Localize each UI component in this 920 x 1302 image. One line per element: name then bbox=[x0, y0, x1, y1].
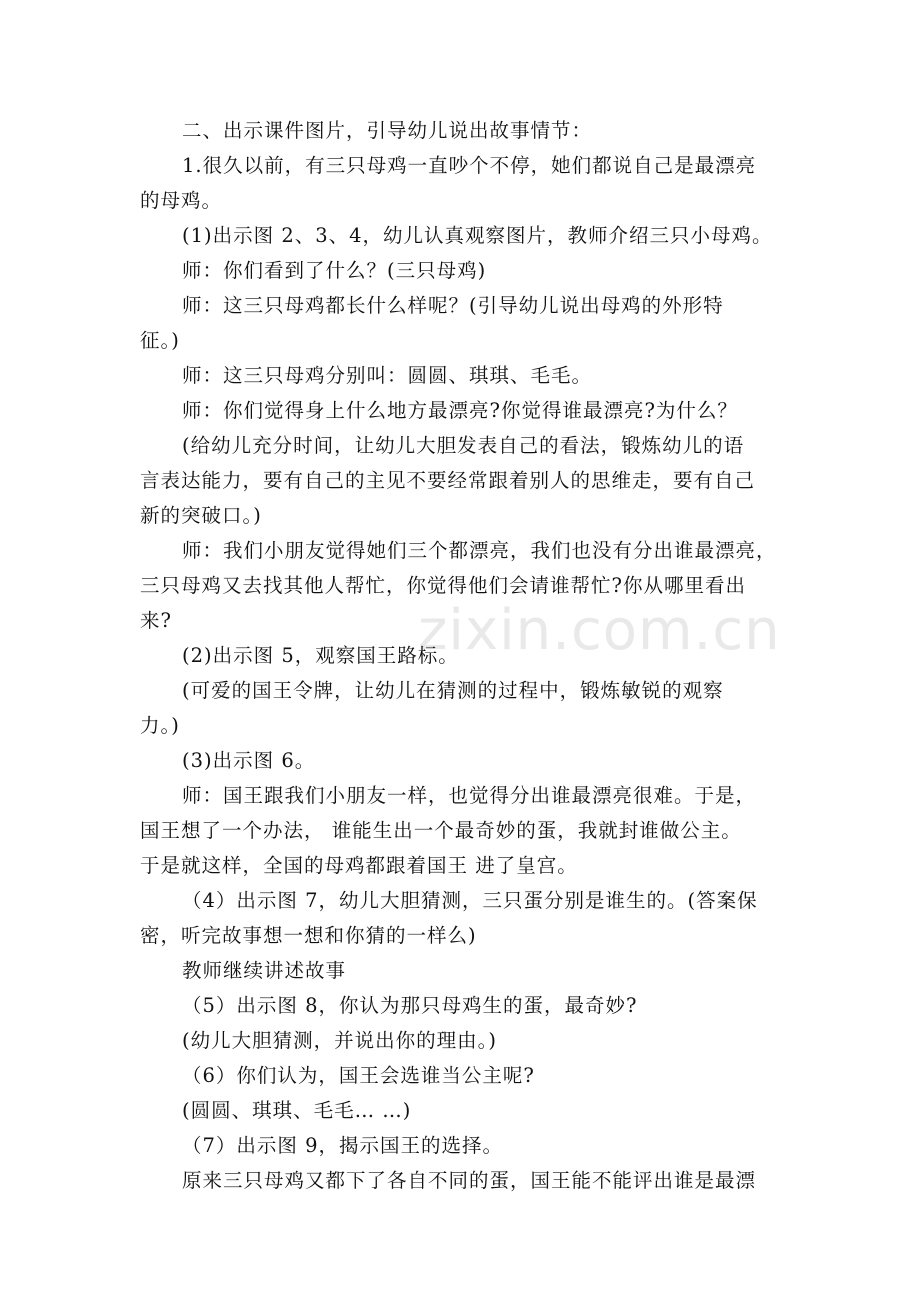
watermark: zixin.com.cn bbox=[418, 598, 781, 663]
paragraph-line: (3)出示图 6。 bbox=[182, 749, 316, 772]
paragraph-line: 师：国王跟我们小朋友一样，也觉得分出谁最漂亮很难。于是， bbox=[182, 784, 757, 807]
paragraph-line: 师：这三只母鸡分别叫：圆圆、琪琪、毛毛。 bbox=[182, 364, 593, 387]
paragraph-line: 的母鸡。 bbox=[140, 189, 223, 212]
paragraph-line: (1)出示图 2、3、4，幼儿认真观察图片，教师介绍三只小母鸡。 bbox=[182, 224, 773, 247]
paragraph-line: 言表达能力，要有自己的主见不要经常跟着别人的思维走，要有自己 bbox=[140, 469, 756, 492]
paragraph-line: (2)出示图 5，观察国王路标。 bbox=[182, 644, 459, 667]
paragraph-line: 师：这三只母鸡都长什么样呢？(引导幼儿说出母鸡的外形特 bbox=[182, 294, 724, 317]
section-heading: 二、出示课件图片，引导幼儿说出故事情节： bbox=[182, 119, 593, 142]
paragraph-line: (给幼儿充分时间，让幼儿大胆发表自己的看法，锻炼幼儿的语 bbox=[182, 434, 745, 457]
paragraph-line: 师：你们看到了什么？(三只母鸡) bbox=[182, 259, 487, 282]
paragraph-line: 1.很久以前，有三只母鸡一直吵个不停，她们都说自己是最漂亮 bbox=[182, 154, 757, 177]
paragraph-line: 力。) bbox=[140, 714, 180, 737]
paragraph-line: 原来三只母鸡又都下了各自不同的蛋，国王能不能评出谁是最漂 bbox=[182, 1169, 757, 1192]
paragraph-line: （6）你们认为，国王会选谁当公主呢? bbox=[182, 1064, 535, 1087]
paragraph-line: 师：我们小朋友觉得她们三个都漂亮，我们也没有分出谁最漂亮， bbox=[182, 539, 777, 562]
paragraph-line: 教师继续讲述故事 bbox=[182, 959, 347, 982]
paragraph-line: (幼儿大胆猜测，并说出你的理由。) bbox=[182, 1029, 497, 1052]
paragraph-line: 国王想了一个办法， 谁能生出一个最奇妙的蛋，我就封谁做公主。 bbox=[140, 819, 742, 842]
paragraph-line: 来? bbox=[140, 609, 172, 632]
paragraph-line: （7）出示图 9，揭示国王的选择。 bbox=[182, 1134, 504, 1157]
paragraph-line: 密，听完故事想一想和你猜的一样么) bbox=[140, 924, 477, 947]
paragraph-line: 于是就这样，全国的母鸡都跟着国王 进了皇宫。 bbox=[140, 854, 578, 877]
paragraph-line: (圆圆、琪琪、毛毛… …) bbox=[182, 1099, 412, 1122]
paragraph-line: 征。) bbox=[140, 329, 180, 352]
paragraph-line: (可爱的国王令牌，让幼儿在猜测的过程中，锻炼敏锐的观察 bbox=[182, 679, 724, 702]
paragraph-line: 师：你们觉得身上什么地方最漂亮?你觉得谁最漂亮?为什么？ bbox=[182, 399, 738, 422]
paragraph-line: 新的突破口。) bbox=[140, 504, 262, 527]
paragraph-line: 三只母鸡又去找其他人帮忙，你觉得他们会请谁帮忙?你从哪里看出 bbox=[140, 574, 746, 597]
paragraph-line: （5）出示图 8，你认为那只母鸡生的蛋，最奇妙? bbox=[182, 994, 638, 1017]
paragraph-line: （4）出示图 7，幼儿大胆猜测，三只蛋分别是谁生的。(答案保 bbox=[182, 889, 758, 912]
